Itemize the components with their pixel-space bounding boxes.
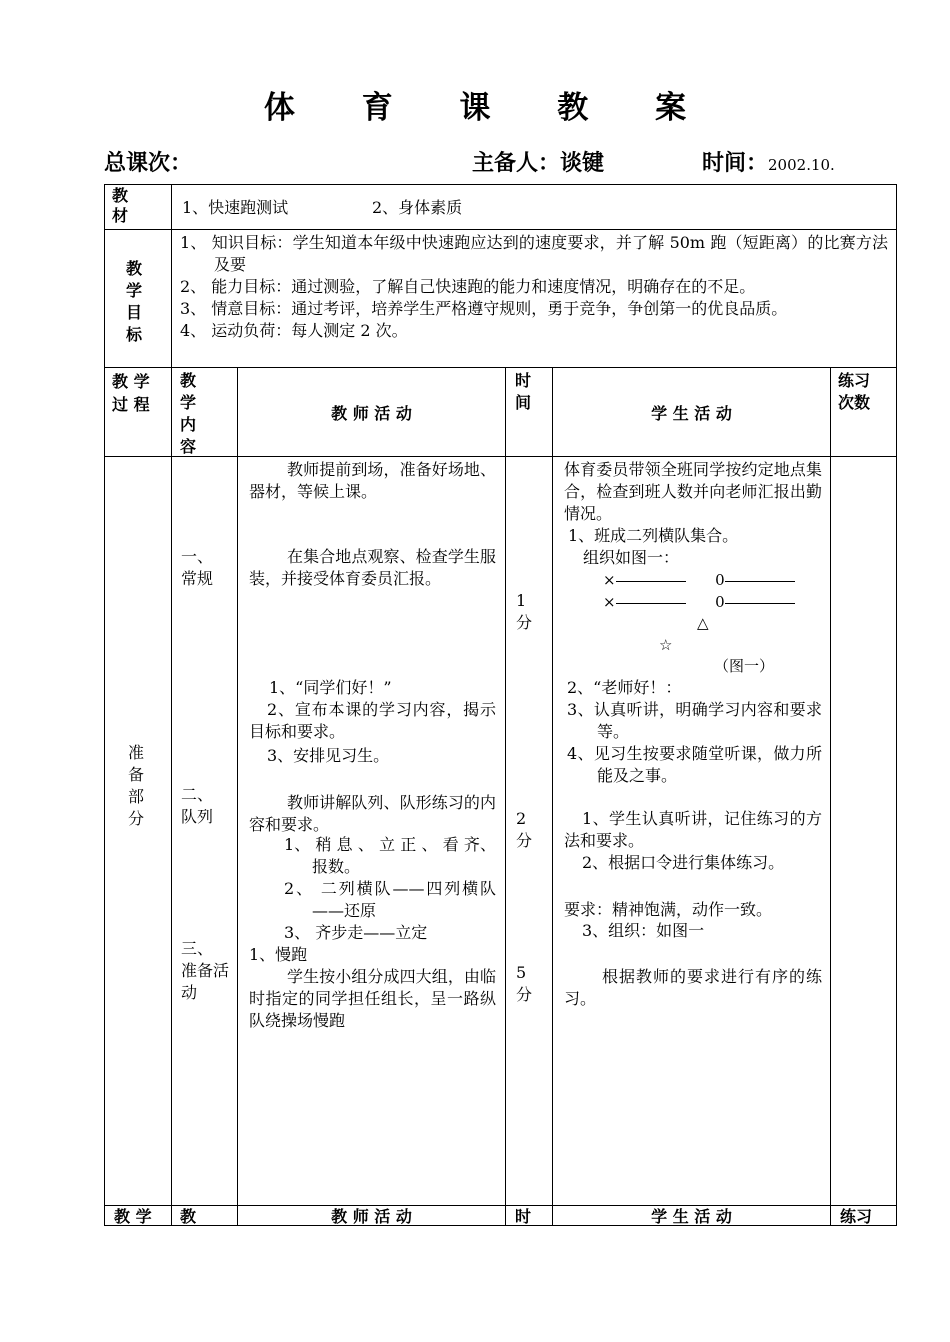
footer-time: 时 bbox=[515, 1207, 532, 1226]
cross-mark: × bbox=[603, 593, 616, 611]
line-mark bbox=[616, 603, 686, 604]
footer-practice: 练习 bbox=[840, 1207, 873, 1226]
time-unit: 分 bbox=[516, 613, 533, 632]
line-mark bbox=[616, 581, 686, 582]
column-divider bbox=[552, 367, 553, 1226]
star-mark: ☆ bbox=[659, 636, 673, 654]
total-lessons-label: 总课次： bbox=[104, 151, 193, 176]
footer-student: 学 生 活 动 bbox=[651, 1207, 732, 1226]
time-value: 5 bbox=[516, 963, 527, 982]
row-divider bbox=[104, 456, 897, 457]
circle-mark: 0 bbox=[715, 593, 725, 611]
time-value: 2 bbox=[516, 809, 527, 828]
time-unit: 分 bbox=[516, 985, 533, 1004]
time-value: 1 bbox=[516, 591, 527, 610]
line-mark bbox=[725, 603, 795, 604]
header-time: 时 间 bbox=[515, 371, 532, 412]
teacher-activity: 1、“同学们好！” bbox=[269, 678, 392, 697]
student-activity: 2、“老师好！： bbox=[567, 678, 682, 697]
date bbox=[702, 146, 835, 177]
teacher-activity: 2、宣布本课的学习内容，揭示目标和要求。 bbox=[249, 700, 496, 741]
content-item bbox=[181, 546, 233, 590]
objective-item: 3、 情意目标：通过考评，培养学生严格遵守规则，勇于竞争，争创第一的优良品质。 bbox=[180, 299, 788, 318]
time-item bbox=[516, 590, 546, 634]
time-item bbox=[516, 808, 546, 852]
footer-teacher: 教 师 活 动 bbox=[331, 1207, 412, 1226]
objective-item: 4、 运动负荷：每人测定 2 次。 bbox=[180, 321, 408, 340]
header-teacher: 教 师 活 动 bbox=[331, 404, 412, 423]
student-activity: 要求：精神饱满，动作一致。 bbox=[564, 900, 773, 919]
circle-mark: 0 bbox=[715, 571, 725, 589]
preparer-label: 主备人： bbox=[472, 151, 561, 176]
row-divider bbox=[104, 367, 897, 368]
time-item bbox=[516, 962, 546, 1006]
header-content: 教 学 内 容 bbox=[180, 371, 197, 456]
teacher-activity: 学生按小组分成四大组，由临时指定的同学担任组长，呈一路纵队绕操场慢跑 bbox=[249, 967, 496, 1030]
objective-item: 2、 能力目标：通过测验，了解自己快速跑的能力和速度情况，明确存在的不足。 bbox=[180, 277, 756, 296]
teacher-triangle-mark: △ bbox=[697, 614, 709, 632]
column-divider bbox=[237, 367, 238, 1226]
teacher-activity: 3、安排见习生。 bbox=[267, 746, 390, 765]
teacher-activity: 2、 二列横队——四列横队——还原 bbox=[284, 879, 496, 920]
page-title: 体 育 课 教 案 bbox=[263, 90, 715, 126]
footer-content: 教 bbox=[180, 1207, 197, 1226]
teacher-activity: 1、 稍 息 、 立 正 、 看 齐、报数。 bbox=[284, 835, 496, 876]
teacher-activity: 教师讲解队列、队形练习的内容和要求。 bbox=[249, 793, 496, 834]
material-item-1: 1、快速跑测试 bbox=[182, 198, 289, 217]
student-activity: 组织如图一： bbox=[583, 548, 680, 567]
objectives-label: 教学目标 bbox=[126, 259, 143, 344]
teacher-activity: 教师提前到场，准备好场地、器材，等候上课。 bbox=[249, 460, 496, 501]
figure-caption: （图一） bbox=[714, 657, 775, 675]
content-number: 三、 bbox=[181, 939, 214, 958]
row-divider bbox=[104, 229, 897, 230]
formation-row bbox=[603, 569, 795, 591]
student-activity: 1、班成二列横队集合。 bbox=[568, 526, 739, 545]
student-activity: 3、组织：如图一 bbox=[582, 921, 705, 940]
footer-process: 教 学 bbox=[114, 1207, 152, 1226]
content-number: 一、 bbox=[181, 547, 214, 566]
cross-mark: × bbox=[603, 571, 616, 589]
material-label: 教材 bbox=[112, 186, 129, 225]
content-item bbox=[181, 938, 233, 1004]
student-activity: 4、见习生按要求随堂听课，做力所能及之事。 bbox=[567, 744, 822, 785]
teacher-activity: 在集合地点观察、检查学生服装，并接受体育委员汇报。 bbox=[249, 547, 496, 588]
formation-row bbox=[603, 591, 795, 613]
line-mark bbox=[725, 581, 795, 582]
content-number: 二、 bbox=[181, 785, 214, 804]
student-activity: 1、学生认真听讲，记住练习的方法和要求。 bbox=[564, 809, 822, 850]
material-item-2: 2、身体素质 bbox=[372, 198, 463, 217]
header-student: 学 生 活 动 bbox=[651, 404, 732, 423]
column-divider bbox=[505, 367, 506, 1226]
content-name: 准备活动 bbox=[181, 961, 230, 1002]
column-divider bbox=[171, 184, 172, 1226]
teacher-activity: 3、 齐步走——立定 bbox=[284, 923, 428, 942]
student-activity: 2、根据口令进行集体练习。 bbox=[582, 853, 785, 872]
preparer-name: 谈键 bbox=[560, 151, 605, 176]
section-name: 准 备 部 分 bbox=[128, 743, 145, 828]
header-process: 教 学 过 程 bbox=[112, 372, 150, 414]
student-activity: 3、认真听讲，明确学习内容和要求等。 bbox=[567, 700, 822, 741]
time-unit: 分 bbox=[516, 831, 533, 850]
objectives-list bbox=[180, 232, 888, 342]
date-label: 时间： bbox=[702, 151, 769, 176]
student-activity: 根据教师的要求进行有序的练习。 bbox=[564, 967, 822, 1008]
content-item bbox=[181, 784, 233, 828]
date-value: 2002.10. bbox=[768, 156, 835, 174]
column-divider bbox=[830, 367, 831, 1226]
objective-item: 1、 知识目标：学生知道本年级中快速跑应达到的速度要求，并了解 50m 跑（短距离）的比赛方法及要 bbox=[180, 233, 888, 274]
student-activity: 体育委员带领全班同学按约定地点集合，检查到班人数并向老师汇报出勤情况。 bbox=[564, 460, 822, 523]
content-name: 常规 bbox=[181, 569, 214, 588]
teacher-activity: 1、慢跑 bbox=[249, 945, 308, 964]
content-name: 队列 bbox=[181, 807, 214, 826]
preparer bbox=[472, 146, 604, 177]
header-practice: 练习次数 bbox=[838, 371, 871, 412]
